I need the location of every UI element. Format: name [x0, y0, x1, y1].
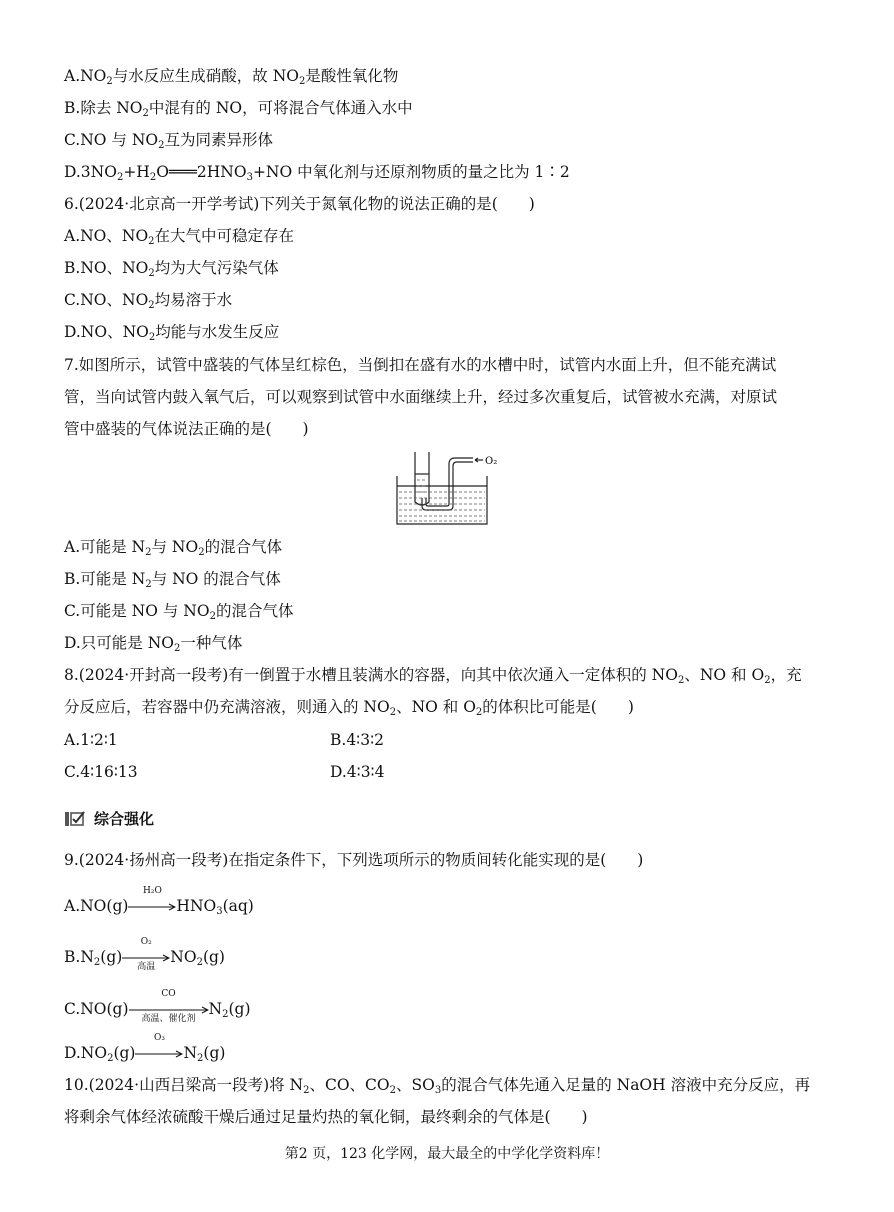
- q5-option-a: $A.NO_2$与水反应生成硝酸，故 $NO_2$是酸性氧化物: [64, 67, 399, 87]
- q7-stem-line3: 管中盛装的气体说法正确的是( ): [64, 420, 309, 438]
- q8-stem-line2: 分反应后，若容器中仍充满溶液，则通入的 $NO_2$、NO 和 $O_2$的体积比可能是( ): [64, 698, 634, 718]
- q8-option-b: B.4∶3∶2: [330, 731, 384, 749]
- q6-option-b: B.NO、$NO_2$均为大气污染气体: [64, 259, 279, 279]
- q6-option-c: C.NO、$NO_2$均易溶于水: [64, 291, 233, 311]
- oxygen-label: O₂: [485, 456, 498, 467]
- check-box-icon: [64, 810, 86, 828]
- q6-stem: 6.(2024·北京高一开学考试)下列关于氮氧化物的说法正确的是( ): [64, 195, 535, 213]
- q5-option-b: B.除去 $NO_2$中混有的 NO，可将混合气体通入水中: [64, 99, 413, 119]
- reaction-arrow-d: O₃: [135, 1047, 183, 1061]
- q5-option-d: $D.3NO_2+H_2O═══2HNO_3+NO$ 中氧化剂与还原剂物质的量之比为 1∶2: [64, 163, 570, 183]
- q9-option-d: $D.NO_2(g)$ O₃ $N_2(g)$: [64, 1033, 226, 1064]
- q7-stem-line1: 7.如图所示，试管中盛装的气体呈红棕色，当倒扣在盛有水的水槽中时，试管内水面上升，但不能充满试: [64, 356, 777, 374]
- q7-option-c: C.可能是 NO 与 $NO_2$的混合气体: [64, 602, 294, 622]
- q8-option-a: A.1∶2∶1: [64, 731, 118, 749]
- q8-option-c: C.4∶16∶13: [64, 763, 138, 781]
- section-header: [64, 808, 154, 829]
- q8-stem-line1: 8.(2024·开封高一段考)有一倒置于水槽且装满水的容器，向其中依次通入一定体积的 $NO_2$、NO 和 $O_2$，充: [64, 666, 802, 686]
- reaction-arrow-a: H₂O: [128, 900, 176, 914]
- section-title: 综合强化: [94, 810, 155, 828]
- q7-stem-line2: 管，当向试管内鼓入氧气后，可以观察到试管中水面继续上升，经过多次重复后，试管被水充满，对原试: [64, 388, 778, 406]
- test-tube-figure: [395, 450, 505, 530]
- q9-option-b: $B.N_2(g)$ O₂ 高温 $NO_2(g)$: [64, 937, 225, 972]
- q9-option-c: C.NO(g) CO 高温、催化剂 $N_2(g)$: [64, 989, 251, 1024]
- reaction-arrow-b: O₂ 高温: [122, 951, 170, 965]
- q6-option-d: D.NO、$NO_2$均能与水发生反应: [64, 323, 280, 343]
- q8-option-d: D.4∶3∶4: [330, 763, 385, 781]
- q5-option-c: C.NO 与 $NO_2$互为同素异形体: [64, 131, 274, 151]
- q6-option-a: A.NO、$NO_2$在大气中可稳定存在: [64, 227, 295, 247]
- reaction-arrow-c: CO 高温、催化剂: [129, 1003, 209, 1017]
- q10-stem-line2: 将剩余气体经浓硫酸干燥后通过足量灼热的氧化铜，最终剩余的气体是( ): [64, 1108, 588, 1126]
- q7-option-b: B.可能是 $N_2$与 NO 的混合气体: [64, 570, 281, 590]
- page-footer: 第2 页，123 化学网，最大最全的中学化学资料库！: [284, 1146, 610, 1162]
- q10-stem-line1: 10.(2024·山西吕梁高一段考)将 $N_2$、CO、$CO_2$、$SO_3$的混合气体先通入足量的 NaOH 溶液中充分反应，再: [64, 1076, 811, 1096]
- q7-option-a: A.可能是 $N_2$与 $NO_2$的混合气体: [64, 538, 283, 558]
- q9-option-a: A.NO(g) H₂O $HNO_3(aq)$: [64, 886, 254, 917]
- q9-stem: 9.(2024·扬州高一段考)在指定条件下，下列选项所示的物质间转化能实现的是( ): [64, 851, 644, 869]
- q7-option-d: D.只可能是 $NO_2$一种气体: [64, 634, 243, 654]
